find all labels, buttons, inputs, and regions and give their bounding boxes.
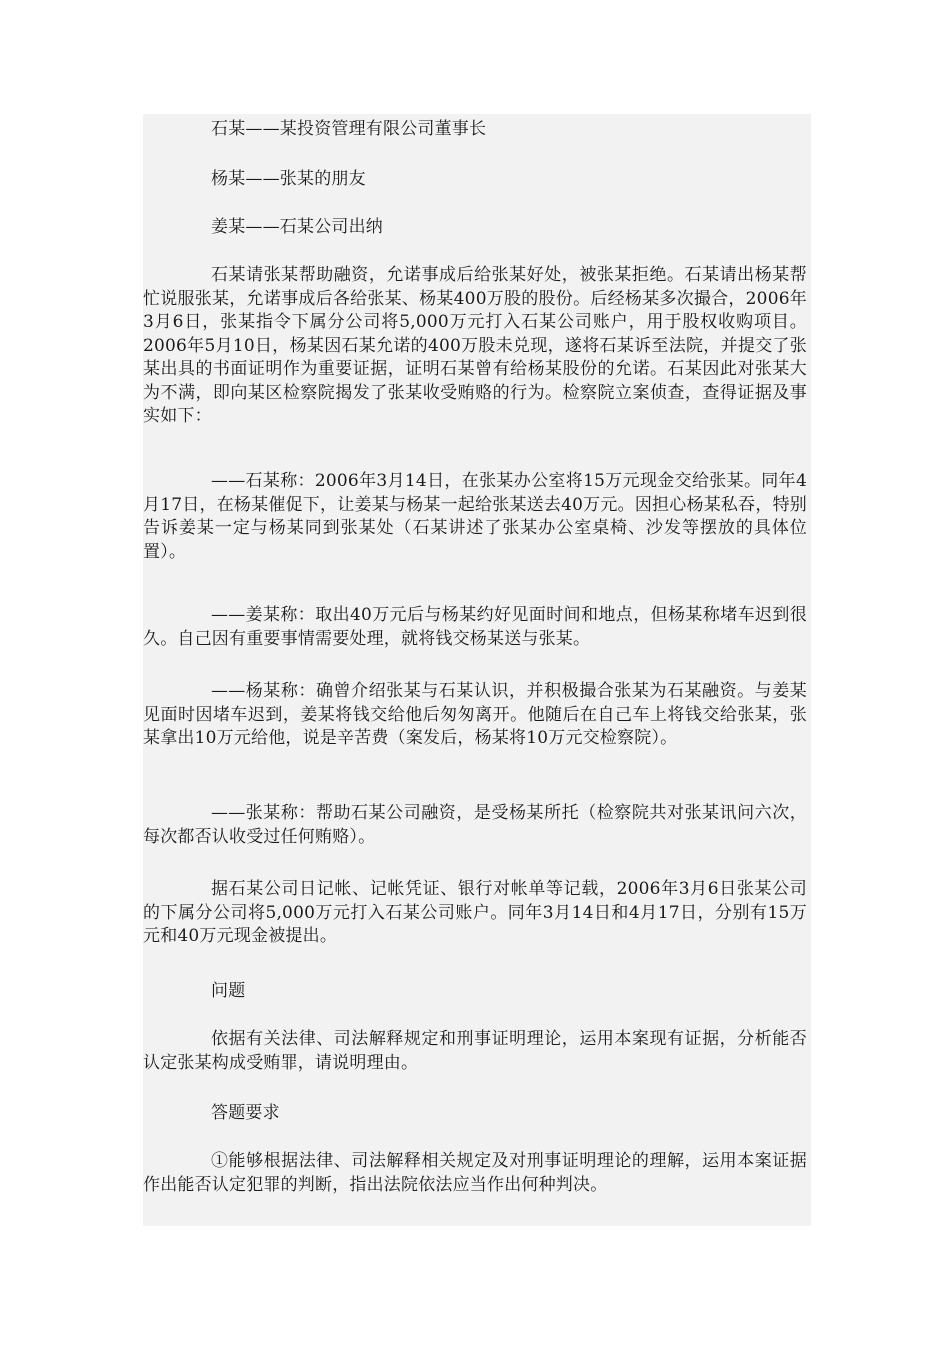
role-line-shi: 石某——某投资管理有限公司董事长 (211, 119, 487, 139)
statement-jiang-paragraph: ——姜某称：取出40万元后与杨某约好见面时间和地点，但杨某称堵车迟到很久。自己因有重要事情需要处理，就将钱交杨某送与张某。 (143, 605, 807, 649)
statement-yang-paragraph: ——杨某称：确曾介绍张某与石某认识，并积极撮合张某为石某融资。与姜某见面时因堵车迟到，姜某将钱交给他后匆匆离开。他随后在自己车上将钱交给张某，张某拿出10万元给他，说是辛苦费（案发后，杨某将10万元交检察院）。 (143, 681, 807, 748)
document-body (143, 114, 811, 1226)
statement-zhang-paragraph: ——张某称：帮助石某公司融资，是受杨某所托（检察院共对张某讯问六次，每次都否认收受过任何贿赂）。 (143, 803, 807, 847)
answer-requirement-1: ①能够根据法律、司法解释相关规定及对刑事证明理论的理解，运用本案证据作出能否认定犯罪的判断，指出法院依法应当作出何种判决。 (143, 1151, 807, 1195)
records-paragraph: 据石某公司日记帐、记帐凭证、银行对帐单等记载，2006年3月6日张某公司的下属分公司将5,000万元打入石某公司账户。同年3月14日和4月17日，分别有15万元和40万元现金被提出。 (143, 879, 807, 946)
answer-requirements-heading: 答题要求 (211, 1103, 280, 1123)
statement-shi-paragraph: ——石某称：2006年3月14日，在张某办公室将15万元现金交给张某。同年4月17日，在杨某催促下，让姜某与杨某一起给张某送去40万元。因担心杨某私吞，特别告诉姜某一定与杨某同到张某处（石某讲述了张某办公室桌椅、沙发等摆放的具体位置）。 (143, 471, 807, 562)
case-facts-paragraph: 石某请张某帮助融资，允诺事成后给张某好处，被张某拒绝。石某请出杨某帮忙说服张某，允诺事成后各给张某、杨某400万股的股份。后经杨某多次撮合，2006年3月6日，张某指令下属分公司将5,000万元打入石某公司账户，用于股权收购项目。2006年5月10日，杨某因石某允诺的400万股未兑现，遂将石某诉至法院，并提交了张某出具的书面证明作为重要证据，证明石某曾有给杨某股份的允诺。石某因此对张某大为不满，即向某区检察院揭发了张某收受贿赂的行为。检察院立案侦查，查得证据及事实如下： (143, 265, 807, 426)
question-heading: 问题 (211, 981, 246, 1001)
role-line-yang: 杨某——张某的朋友 (211, 169, 366, 189)
role-line-jiang: 姜某——石某公司出纳 (211, 217, 383, 237)
question-paragraph: 依据有关法律、司法解释规定和刑事证明理论，运用本案现有证据，分析能否认定张某构成受贿罪，请说明理由。 (143, 1029, 807, 1073)
